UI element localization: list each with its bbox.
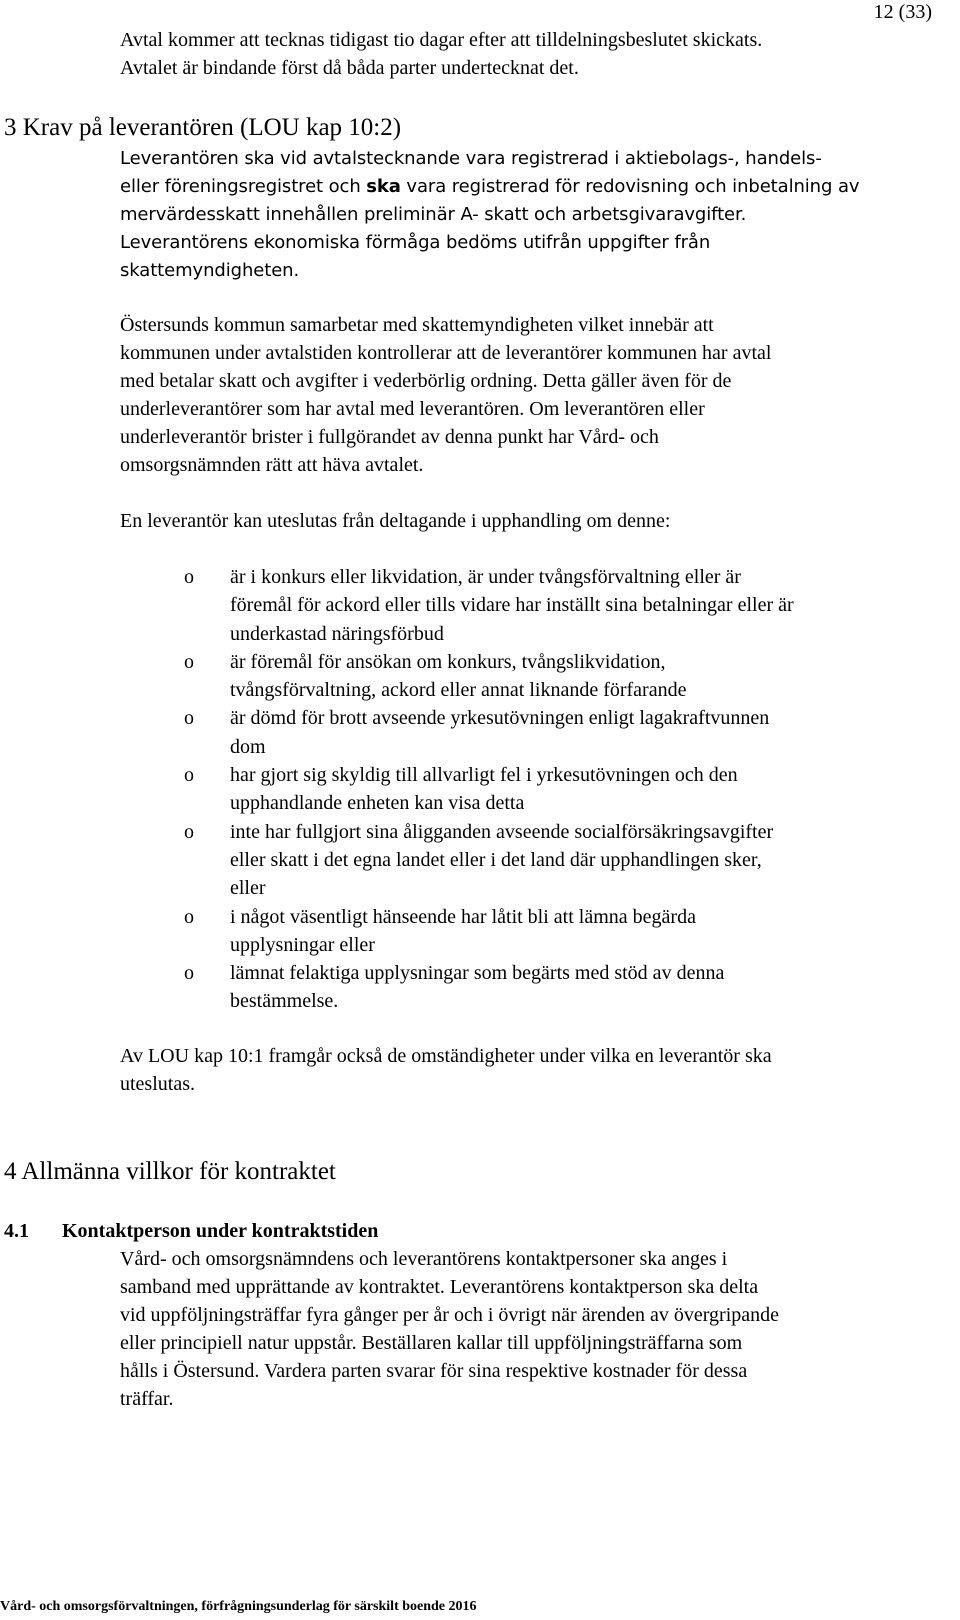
intro-line: Avtalet är bindande först då båda parter undertecknat det.	[120, 57, 579, 79]
subsection-4-1-paragraph	[120, 1245, 779, 1413]
subsection-4-1-heading	[4, 1217, 378, 1245]
bullet-marker: o	[184, 962, 194, 985]
bullet-marker: o	[184, 764, 194, 787]
exclusion-intro: En leverantör kan uteslutas från deltagande i upphandling om denne:	[120, 510, 671, 532]
list-line: är föremål för ansökan om konkurs, tvångslikvidation,	[230, 650, 666, 673]
paragraph-line: underleverantörer som har avtal med leverantören. Om leverantören eller	[120, 398, 705, 420]
list-item	[120, 818, 794, 903]
list-line: dom	[230, 735, 266, 758]
section-3-paragraph-1	[120, 145, 859, 285]
intro-line: Avtal kommer att tecknas tidigast tio dagar efter att tilldelningsbeslutet skickats.	[120, 29, 763, 51]
section-4-heading: 4 Allmänna villkor för kontraktet	[4, 1158, 336, 1185]
list-item	[120, 761, 794, 818]
paragraph-line	[120, 173, 859, 201]
bullet-marker: o	[184, 905, 194, 928]
subsection-number: 4.1	[4, 1220, 29, 1242]
list-line: tvångsförvaltning, ackord eller annat liknande förfarande	[230, 679, 687, 702]
subsection-title: Kontaktperson under kontraktstiden	[62, 1220, 379, 1242]
list-item	[120, 903, 794, 960]
list-line: har gjort sig skyldig till allvarligt fel i yrkesutövningen och den	[230, 764, 738, 787]
page-number: 12 (33)	[873, 1, 932, 23]
list-line: är dömd för brott avseende yrkesutövningen enligt lagakraftvunnen	[230, 707, 770, 730]
emphasis-ska: ska	[366, 176, 401, 197]
intro-paragraph	[120, 26, 762, 82]
list-item	[120, 648, 794, 705]
section-3-paragraph-2	[120, 311, 771, 479]
section-3-heading: 3 Krav på leverantören (LOU kap 10:2)	[4, 114, 402, 141]
paragraph-line: mervärdesskatt innehållen preliminär A- skatt och arbetsgivaravgifter.	[120, 204, 747, 225]
list-item	[120, 563, 794, 648]
list-line: i något väsentligt hänseende har låtit bli att lämna begärda	[230, 905, 696, 928]
list-line: inte har fullgjort sina åligganden avseende socialförsäkringsavgifter	[230, 820, 774, 843]
paragraph-line: hålls i Östersund. Vardera parten svarar för sina respektive kostnader för dessa	[120, 1360, 748, 1382]
text-segment: vara registrerad för redovisning och inbetalning av	[400, 176, 860, 197]
paragraph-line: Vård- och omsorgsnämndens och leverantörens kontaktpersoner ska anges i	[120, 1248, 728, 1270]
paragraph-line: samband med upprättande av kontraktet. Leverantörens kontaktperson ska delta	[120, 1276, 759, 1298]
paragraph-line: Leverantören ska vid avtalstecknande vara registrerad i aktiebolags-, handels-	[120, 148, 822, 169]
paragraph-line: med betalar skatt och avgifter i vederbörlig ordning. Detta gäller även för de	[120, 370, 732, 392]
list-line: underkastad näringsförbud	[230, 622, 444, 645]
bullet-marker: o	[184, 707, 194, 730]
paragraph-line: Av LOU kap 10:1 framgår också de omständigheter under vilka en leverantör ska	[120, 1045, 772, 1067]
paragraph-line: skattemyndigheten.	[120, 260, 300, 281]
paragraph-line: eller principiell natur uppstår. Beställaren kallar till uppföljningsträffarna som	[120, 1332, 743, 1354]
list-item	[120, 704, 794, 761]
list-line: upplysningar eller	[230, 933, 375, 956]
bullet-marker: o	[184, 820, 194, 843]
bullet-marker: o	[184, 566, 194, 588]
paragraph-line: träffar.	[120, 1388, 174, 1410]
list-item	[120, 959, 794, 1016]
paragraph-line: uteslutas.	[120, 1073, 195, 1095]
paragraph-line: Leverantörens ekonomiska förmåga bedöms utifrån uppgifter från	[120, 232, 711, 253]
text-segment: eller föreningsregistret och	[120, 176, 367, 197]
exclusion-list	[120, 563, 794, 1016]
list-line: eller skatt i det egna landet eller i det land där upphandlingen sker,	[230, 848, 762, 871]
paragraph-line: Östersunds kommun samarbetar med skattemyndigheten vilket innebär att	[120, 314, 714, 336]
paragraph-line: vid uppföljningsträffar fyra gånger per år och i övrigt när ärenden av övergripande	[120, 1304, 780, 1326]
paragraph-line: omsorgsnämnden rätt att häva avtalet.	[120, 454, 424, 476]
closing-paragraph	[120, 1042, 772, 1098]
page-footer: Vård- och omsorgsförvaltningen, förfrågningsunderlag för särskilt boende 2016	[0, 1599, 477, 1614]
list-line: upphandlande enheten kan visa detta	[230, 792, 525, 815]
paragraph-line: kommunen under avtalstiden kontrollerar att de leverantörer kommunen har avtal	[120, 342, 772, 364]
list-line: föremål för ackord eller tills vidare har inställt sina betalningar eller är	[230, 594, 794, 617]
list-line: bestämmelse.	[230, 990, 339, 1013]
bullet-marker: o	[184, 650, 194, 673]
list-line: eller	[230, 877, 266, 900]
list-line: lämnat felaktiga upplysningar som begärts med stöd av denna	[230, 962, 725, 985]
paragraph-line: underleverantör brister i fullgörandet av denna punkt har Vård- och	[120, 426, 659, 448]
list-line: är i konkurs eller likvidation, är under tvångsförvaltning eller är	[230, 566, 741, 588]
